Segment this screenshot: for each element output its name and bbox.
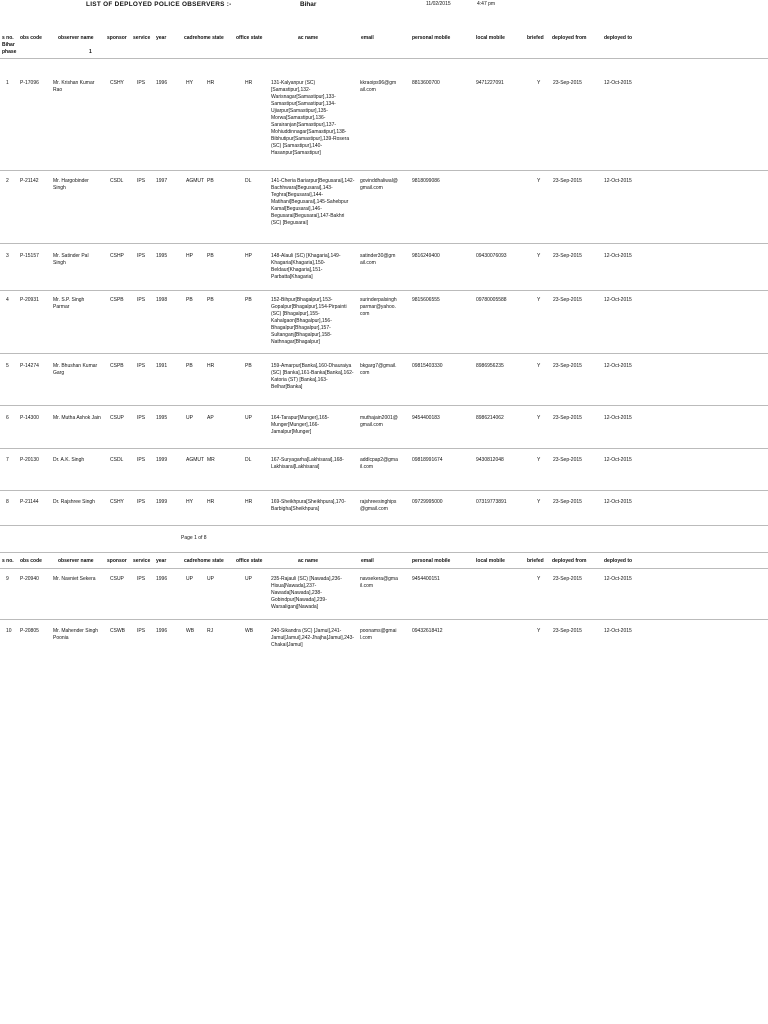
cell-observer-name: Mr. Mahender Singh Poonia <box>53 628 99 641</box>
cell-home-state: PB <box>207 178 214 184</box>
cell-cadre: HP <box>186 253 193 259</box>
cell-cadre: AGMUT <box>186 178 205 184</box>
cell-email: govinddhaliwal@gmail.com <box>360 178 398 191</box>
cell-email: navsekera@gmail.com <box>360 576 398 589</box>
cell-service: IPS <box>137 80 146 86</box>
cell-observer-name: Mr. Navniet Sekera <box>53 576 96 582</box>
col-phase-value: 1 <box>89 49 92 55</box>
col-sno-state: Bihar <box>2 42 15 48</box>
cell-sno: 4 <box>6 297 9 303</box>
cell-deployed-from: 23-Sep-2015 <box>553 499 582 505</box>
cell-deployed-from: 23-Sep-2015 <box>553 415 582 421</box>
col-sponsor: sponsor <box>107 558 127 564</box>
cell-observer-name: Mr. Krishan Kumar Rao <box>53 80 95 93</box>
cell-obs-code: P-21142 <box>20 178 39 184</box>
state-name: Bihar <box>300 1 317 8</box>
col-service: service <box>133 35 151 41</box>
report-time: 4:47 pm <box>477 1 496 7</box>
col-observer-name: observer name <box>58 558 94 564</box>
col-obs-code: obs code <box>20 35 42 41</box>
cell-ac-name: 169-Sheikhpura[Sheikhpura],170-Barbigha[Sheikhpura] <box>271 499 346 512</box>
cell-year: 1999 <box>156 457 168 463</box>
col-personal-mobile: personal mobile <box>412 558 451 564</box>
cell-email: poonams@gmail.com <box>360 628 397 641</box>
cell-observer-name: Mr. Mutha Ashok Jain <box>53 415 101 421</box>
cell-office-state: DL <box>245 178 252 184</box>
cell-personal-mobile: 09729995000 <box>412 499 443 505</box>
cell-sponsor: CSPB <box>110 363 124 369</box>
col-deployed-to: deployed to <box>604 35 633 41</box>
cell-deployed-from: 23-Sep-2015 <box>553 576 582 582</box>
col-email: email <box>361 558 374 564</box>
cell-cadre: WB <box>186 628 195 634</box>
col-ac-name: ac name <box>298 35 319 41</box>
cell-email: muthajain2001@gmail.com <box>360 415 398 428</box>
col-cadre-home-state: cadrehome state <box>184 35 224 41</box>
header-divider-2-top <box>0 552 768 553</box>
row-divider <box>0 490 768 491</box>
cell-ac-name: 235-Rajauli (SC) [Nawada],236-Hisua[Nawada],237-Nawada[Nawada],238-Gobindpur[Nawada],239-Warsaliganj[Nawada] <box>271 576 342 610</box>
col-obs-code: obs code <box>20 558 42 564</box>
cell-sno: 5 <box>6 363 9 369</box>
col-year: year <box>156 558 167 564</box>
cell-obs-code: P-15157 <box>20 253 39 259</box>
col-cadre-home-state: cadrehome state <box>184 558 224 564</box>
col-personal-mobile: personal mobile <box>412 35 451 41</box>
cell-local-mobile: 09430076093 <box>476 253 507 259</box>
cell-briefed: Y <box>537 178 541 184</box>
cell-briefed: Y <box>537 457 541 463</box>
col-email: email <box>361 35 374 41</box>
cell-service: IPS <box>137 457 146 463</box>
cell-email: bkgarg7@gmail.com <box>360 363 397 376</box>
col-service: service <box>133 558 151 564</box>
cell-service: IPS <box>137 297 146 303</box>
cell-ac-name: 167-Suryagarha[Lakhisarai],168-Lakhisarai[Lakhisarai] <box>271 457 344 470</box>
col-year: year <box>156 35 167 41</box>
cell-sponsor: CSDL <box>110 178 124 184</box>
col-ac-name: ac name <box>298 558 319 564</box>
cell-briefed: Y <box>537 499 541 505</box>
cell-service: IPS <box>137 415 146 421</box>
cell-personal-mobile: 09815403330 <box>412 363 443 369</box>
cell-service: IPS <box>137 178 146 184</box>
cell-service: IPS <box>137 363 146 369</box>
cell-cadre: UP <box>186 415 193 421</box>
cell-deployed-to: 12-Oct-2015 <box>604 457 632 463</box>
row-divider <box>0 243 768 244</box>
cell-email: satinder30@gmail.com <box>360 253 396 266</box>
cell-sno: 1 <box>6 80 9 86</box>
row-divider <box>0 619 768 620</box>
cell-home-state: HR <box>207 80 215 86</box>
cell-deployed-to: 12-Oct-2015 <box>604 415 632 421</box>
col-sno: s no. <box>2 558 14 564</box>
row-divider <box>0 448 768 449</box>
cell-year: 1995 <box>156 253 168 259</box>
cell-ac-name: 141-Cheria Bariarpur[Begusarai],142-Bachhwara[Begusarai],143-Teghra[Begusarai],144-Matihani[Begusarai],145-Sahebpur Kamal[Begusarai],146-Begusarai[Begusarai],147-Bakhri (SC) [Begusarai] <box>271 178 355 226</box>
cell-sponsor: CSUP <box>110 415 124 421</box>
cell-year: 1991 <box>156 363 168 369</box>
cell-ac-name: 148-Alauli (SC) [Khagaria],149-Khagaria[Khagaria],150-Beldaur[Khagaria],151-Parbatta[Khagaria] <box>271 253 341 280</box>
cell-office-state: PB <box>245 297 252 303</box>
cell-ac-name: 131-Kalyanpur (SC) [Samastipur],132-Warisnagar[Samastipur],133-Samastipur[Samastipur],134-Ujiarpur[Samastipur],135-Morwa[Samastipur],136-Sarairanjan[Samastipur],137-Mohiuddinnagar[Samastipur],138-Bibhutipur[Samastipur],139-Rosera (SC) [Samastipur],140-Hasanpur[Samastipur] <box>271 80 350 156</box>
cell-sponsor: CSHP <box>110 253 124 259</box>
cell-deployed-from: 23-Sep-2015 <box>553 628 582 634</box>
cell-cadre: HY <box>186 499 193 505</box>
cell-deployed-to: 12-Oct-2015 <box>604 80 632 86</box>
cell-cadre: HY <box>186 80 193 86</box>
cell-deployed-from: 23-Sep-2015 <box>553 297 582 303</box>
cell-obs-code: P-21144 <box>20 499 39 505</box>
cell-office-state: WB <box>245 628 254 634</box>
cell-year: 1999 <box>156 499 168 505</box>
cell-observer-name: Dr. Rajshree Singh <box>53 499 95 505</box>
cell-obs-code: P-14300 <box>20 415 39 421</box>
cell-sno: 8 <box>6 499 9 505</box>
col-deployed-from: deployed from <box>552 35 587 41</box>
cell-year: 1995 <box>156 415 168 421</box>
cell-deployed-to: 12-Oct-2015 <box>604 628 632 634</box>
col-office-state: office state <box>236 558 263 564</box>
cell-observer-name: Mr. Hargobinder Singh <box>53 178 89 191</box>
cell-local-mobile: 9471227091 <box>476 80 504 86</box>
col-observer-name: observer name <box>58 35 94 41</box>
cell-obs-code: P-17096 <box>20 80 39 86</box>
cell-personal-mobile: 09818991674 <box>412 457 443 463</box>
cell-office-state: UP <box>245 415 252 421</box>
cell-personal-mobile: 9816249400 <box>412 253 440 259</box>
cell-deployed-to: 12-Oct-2015 <box>604 253 632 259</box>
cell-home-state: PB <box>207 297 214 303</box>
cell-cadre: PB <box>186 297 193 303</box>
cell-cadre: PB <box>186 363 193 369</box>
cell-obs-code: P-20931 <box>20 297 39 303</box>
cell-obs-code: P-20940 <box>20 576 39 582</box>
cell-office-state: UP <box>245 576 252 582</box>
cell-briefed: Y <box>537 576 541 582</box>
cell-email: rajshreesinghips@gmail.com <box>360 499 397 512</box>
cell-local-mobile: 07319773891 <box>476 499 507 505</box>
cell-year: 1997 <box>156 178 168 184</box>
cell-sno: 10 <box>6 628 12 634</box>
col-deployed-to: deployed to <box>604 558 633 564</box>
cell-ac-name: 240-Sikandra (SC) [Jamui],241-Jamui[Jamui],242-Jhajha[Jamui],243-Chakai[Jamui] <box>271 628 355 648</box>
cell-office-state: HP <box>245 253 252 259</box>
cell-ac-name: 152-Bihpur[Bhagalpur],153-Gopalpur[Bhagalpur],154-Pirpainti (SC) [Bhagalpur],155-Kahalgaon[Bhagalpur],156-Bhagalpur[Bhagalpur],157-Sultanganj[Bhagalpur],158-Nathnagar[Bhagalpur] <box>271 297 347 345</box>
cell-office-state: HR <box>245 80 253 86</box>
row-divider <box>0 170 768 171</box>
cell-sponsor: CSWB <box>110 628 125 634</box>
col-deployed-from: deployed from <box>552 558 587 564</box>
cell-home-state: UP <box>207 576 214 582</box>
cell-observer-name: Mr. Satinder Pal Singh <box>53 253 89 266</box>
row-divider <box>0 525 768 526</box>
cell-ac-name: 164-Tarapur[Munger],165-Munger[Munger],166-Jamalpur[Munger] <box>271 415 330 435</box>
cell-home-state: MR <box>207 457 215 463</box>
cell-service: IPS <box>137 628 146 634</box>
cell-briefed: Y <box>537 415 541 421</box>
cell-year: 1996 <box>156 628 168 634</box>
cell-obs-code: P-14274 <box>20 363 39 369</box>
cell-briefed: Y <box>537 80 541 86</box>
cell-deployed-from: 23-Sep-2015 <box>553 363 582 369</box>
report-title: LIST OF DEPLOYED POLICE OBSERVERS :- <box>86 1 232 8</box>
col-local-mobile: local mobile <box>476 558 505 564</box>
cell-deployed-to: 12-Oct-2015 <box>604 178 632 184</box>
cell-sno: 7 <box>6 457 9 463</box>
row-divider <box>0 405 768 406</box>
cell-briefed: Y <box>537 628 541 634</box>
cell-home-state: RJ <box>207 628 214 634</box>
cell-sno: 9 <box>6 576 9 582</box>
cell-sponsor: CSPB <box>110 297 124 303</box>
cell-observer-name: Dr. A.K. Singh <box>53 457 85 463</box>
cell-year: 1996 <box>156 576 168 582</box>
page-number: Page 1 of 8 <box>181 535 207 541</box>
cell-year: 1998 <box>156 297 168 303</box>
cell-office-state: PB <box>245 363 252 369</box>
cell-home-state: PB <box>207 253 214 259</box>
cell-sponsor: CSHY <box>110 80 124 86</box>
col-briefed: briefed <box>527 35 544 41</box>
cell-deployed-to: 12-Oct-2015 <box>604 576 632 582</box>
report-date: 11/02/2015 <box>426 1 451 7</box>
cell-personal-mobile: 8813600700 <box>412 80 440 86</box>
cell-cadre: AGMUT <box>186 457 205 463</box>
cell-email: addlcpap2@gmail.com <box>360 457 398 470</box>
cell-email: kkraoips96@gmail.com <box>360 80 397 93</box>
col-office-state: office state <box>236 35 263 41</box>
cell-sno: 3 <box>6 253 9 259</box>
cell-personal-mobile: 9818099086 <box>412 178 440 184</box>
cell-briefed: Y <box>537 253 541 259</box>
col-sponsor: sponsor <box>107 35 127 41</box>
cell-service: IPS <box>137 253 146 259</box>
cell-briefed: Y <box>537 297 541 303</box>
cell-deployed-to: 12-Oct-2015 <box>604 297 632 303</box>
col-local-mobile: local mobile <box>476 35 505 41</box>
header-divider <box>0 58 768 59</box>
col-briefed: briefed <box>527 558 544 564</box>
cell-sponsor: CSDL <box>110 457 124 463</box>
cell-home-state: HR <box>207 499 215 505</box>
cell-office-state: HR <box>245 499 253 505</box>
cell-deployed-from: 23-Sep-2015 <box>553 178 582 184</box>
cell-deployed-to: 12-Oct-2015 <box>604 363 632 369</box>
cell-service: IPS <box>137 576 146 582</box>
cell-sponsor: CSHY <box>110 499 124 505</box>
cell-home-state: AP <box>207 415 214 421</box>
cell-obs-code: P-20805 <box>20 628 39 634</box>
header-divider-2 <box>0 568 768 569</box>
row-divider <box>0 353 768 354</box>
cell-sponsor: CSUP <box>110 576 124 582</box>
cell-personal-mobile: 9815606555 <box>412 297 440 303</box>
cell-obs-code: P-20130 <box>20 457 39 463</box>
cell-office-state: DL <box>245 457 252 463</box>
cell-year: 1996 <box>156 80 168 86</box>
cell-service: IPS <box>137 499 146 505</box>
cell-personal-mobile: 9454400183 <box>412 415 440 421</box>
cell-home-state: HR <box>207 363 215 369</box>
col-phase-label: phase <box>2 49 17 55</box>
cell-local-mobile: 9430812048 <box>476 457 504 463</box>
cell-deployed-from: 23-Sep-2015 <box>553 457 582 463</box>
cell-deployed-from: 23-Sep-2015 <box>553 80 582 86</box>
cell-local-mobile: 8986214062 <box>476 415 504 421</box>
cell-sno: 2 <box>6 178 9 184</box>
cell-observer-name: Mr. S.P. Singh Parmar <box>53 297 85 310</box>
col-sno: s no. <box>2 35 14 41</box>
cell-deployed-to: 12-Oct-2015 <box>604 499 632 505</box>
cell-personal-mobile: 09432618412 <box>412 628 443 634</box>
cell-observer-name: Mr. Bhushan Kumar Garg <box>53 363 98 376</box>
cell-sno: 6 <box>6 415 9 421</box>
cell-ac-name: 159-Amarpur[Banka],160-Dhauraiya (SC) [Banka],161-Banka[Banka],162-Katoria (ST) [Banka],163-Belhar[Banka] <box>271 363 354 390</box>
cell-email: surinderpalsinghparmar@yahoo.com <box>360 297 397 317</box>
cell-local-mobile: 8986956235 <box>476 363 504 369</box>
cell-briefed: Y <box>537 363 541 369</box>
cell-local-mobile: 09780005588 <box>476 297 507 303</box>
cell-cadre: UP <box>186 576 193 582</box>
cell-personal-mobile: 9454400151 <box>412 576 440 582</box>
row-divider <box>0 290 768 291</box>
cell-deployed-from: 23-Sep-2015 <box>553 253 582 259</box>
